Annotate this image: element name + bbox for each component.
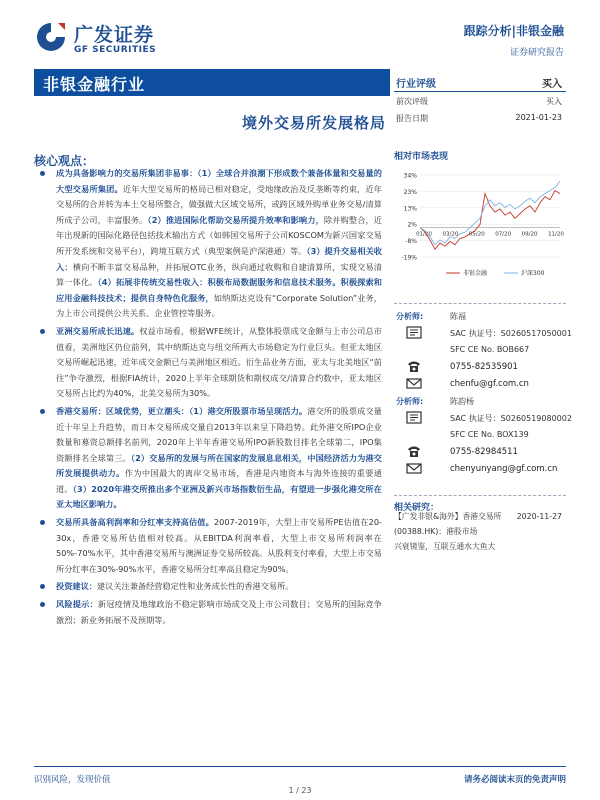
footer <box>34 766 566 785</box>
para-4-text: 2007-2019年，大型上市交易所PE估值在20-30x，香港交易所估值相对较高。从EBITDA利润率看，大型上市交易所利润率在50%-70%水平，其中香港交易所与澳洲证券交易所较高。从股利支付率看，大型上市交易所分红率在30%-90%水平，香港交易所分红率高且稳定为90%。 <box>56 517 382 574</box>
analyst-phone: 0755-82535901 <box>450 362 518 372</box>
analyst-1-phone-row <box>394 359 566 376</box>
x-tick-label: 09/20 <box>521 231 538 238</box>
chart-title: 相对市场表现 <box>394 152 449 162</box>
mail-icon <box>406 377 422 390</box>
related-item-line1: 【广发非银&海外】香港交易所 <box>394 512 502 521</box>
rating-label: 行业评级 <box>396 79 436 90</box>
para-2-text: 权益市场看，根据WFE统计，从整体股票成交金额与上市公司总市值看，美洲地区仍位前列，其中纳斯达克与纽交所两大市场稳定为行业巨头。但亚太地区交易所崛起迅速，近年成交金额已与美洲地区相近。衍生品业务方面，亚太与北美地区“前往”争夺激烈，根据FIA统计，2020上半年全球期货和期权成交/清算合约数中，亚太地区交易所占比约为40%，北美交易所为30%。 <box>56 325 382 399</box>
para-1-bold3: （3）提升交易相关收入： <box>56 245 382 272</box>
header-right <box>464 22 564 58</box>
rating-row <box>394 72 566 92</box>
report-date-row <box>394 109 566 126</box>
related-title: 相关研究： <box>394 495 566 513</box>
y-tick-label: 34% <box>403 172 417 180</box>
paragraph-1 <box>34 166 382 322</box>
logo-en-text: GF SECURITIES <box>74 45 157 55</box>
para-1-text: 近年大型交易所的格局已相对稳定，受地缘政治及反垄断等约束，近年交易所的合并转为本土交易所整合，做强做大区域交易所，或跨区域外购单业务交易/清算所成子公司，丰富服务。 <box>56 183 382 225</box>
logo-cn-text: 广发证券 <box>74 24 155 46</box>
report-title: 境外交易所发展格局 <box>241 114 386 132</box>
para-1-bold: 成为具备影响力的交易所集团非易事：（1）全球合并浪潮下形成数个兼备体量和交易量的大型交易所集团。 <box>56 168 382 194</box>
x-tick-label: 11/20 <box>548 231 564 238</box>
industry-band <box>34 69 390 96</box>
related-item-date: 2020-11-27 <box>516 512 562 521</box>
para-2-bold: 亚洲交易所成长迅速。 <box>56 325 140 336</box>
para-6-bold: 风险提示： <box>56 599 98 610</box>
industry-title: 非银金融行业 <box>43 75 146 94</box>
para-3-bold2: （2）交易所的发展与所在国家的发展息息相关，中国经济活力为港交所发展提供动力。 <box>56 452 382 479</box>
analyst-1-email-row <box>394 376 566 393</box>
analysts-panel <box>394 303 572 478</box>
prev-rating-row <box>394 92 566 109</box>
rating-value: 买入 <box>542 79 562 90</box>
x-tick-label: 07/20 <box>495 231 512 238</box>
mail-icon <box>406 462 422 475</box>
core-body <box>34 166 382 630</box>
analyst-2-sfc-row <box>394 427 566 444</box>
paragraph-6 <box>34 597 382 628</box>
report-type: 跟踪分析|非银金融 <box>463 24 564 38</box>
phone-icon <box>406 445 422 458</box>
analyst-2-sac-row <box>394 410 572 427</box>
prev-rating-label: 前次评级 <box>396 97 428 106</box>
paragraph-5 <box>34 579 382 595</box>
bullet-icon <box>40 329 45 334</box>
para-1-bold4: （4）拓展非传统交易性收入：积极布局数据服务和信息技术服务。积极探索和应用金融科技技术；提供自身特色化服务， <box>56 277 382 303</box>
analyst-phone: 0755-82984511 <box>450 447 518 457</box>
rating-panel <box>394 72 566 126</box>
para-5-bold: 投资建议： <box>56 581 97 592</box>
chart-svg <box>394 165 566 285</box>
bullet-icon <box>40 409 45 414</box>
y-tick-label: -8% <box>405 238 417 246</box>
para-1-text2: 除并购整合，近年出现新的国际化路径包括技术输出方式（如韩国交易所子公司KOSCOM为新兴国家交易所开发系统和交易平台），跨境互联方式（典型案例是沪深港通）等。 <box>56 214 382 256</box>
related-item-line2: (00388.HK)：港股市场 <box>394 527 478 536</box>
footer-slogan: 识别风险，发现价值 <box>34 775 111 785</box>
phone-icon <box>406 360 422 373</box>
para-4-bold: 交易所具备高利润率和分红率支持高估值。 <box>56 517 214 528</box>
paragraph-3 <box>34 404 382 513</box>
analyst-sfc: SFC CE No. BOX139 <box>450 430 529 439</box>
report-date-label: 报告日期 <box>396 114 428 123</box>
bullet-icon <box>40 584 45 589</box>
analyst-2-name-row <box>394 393 566 410</box>
analyst-1-sfc-row <box>394 342 566 359</box>
analyst-name: 陈福 <box>450 312 466 321</box>
y-tick-label: 23% <box>403 188 417 196</box>
para-6-text: 新冠疫情及地缘政治不稳定影响市场成交及上市公司数目；交易所的国际竞争激烈；新业务拓展不及预期等。 <box>56 599 382 625</box>
y-tick-label: -19% <box>401 254 417 262</box>
report-date-value: 2021-01-23 <box>515 113 562 122</box>
analyst-name: 陈韵杨 <box>450 397 474 406</box>
analyst-label: 分析师: <box>396 312 424 321</box>
analyst-sfc: SFC CE No. BOB667 <box>450 345 530 354</box>
id-card-icon <box>406 326 422 339</box>
related-research <box>394 509 566 554</box>
x-tick-label: 05/20 <box>468 231 485 238</box>
related-item-line3: 兴衰镜鉴，互联互通水大鱼大 <box>394 542 496 551</box>
report-category: 证券研究报告 <box>509 48 564 58</box>
prev-rating-value: 买入 <box>546 97 562 106</box>
legend-label: 沪深300 <box>521 270 545 277</box>
bullet-icon <box>40 171 45 176</box>
x-tick-label: 03/20 <box>442 231 459 238</box>
y-tick-label: 2% <box>407 221 417 229</box>
bullet-icon <box>40 520 45 525</box>
gf-logo <box>34 18 174 58</box>
related-item[interactable] <box>394 509 566 554</box>
analyst-1-name-row <box>394 308 566 325</box>
series-line-2 <box>420 181 560 244</box>
analyst-email[interactable]: chenfu@gf.com.cn <box>450 379 529 389</box>
paragraph-4 <box>34 515 382 577</box>
analyst-sac: SAC 执证号：S0260517050001 <box>450 329 572 338</box>
x-tick-label: 01/20 <box>416 231 432 238</box>
banner <box>34 69 390 149</box>
legend-label: 非银金融 <box>463 270 488 277</box>
para-3-text2: 作为中国最大的离岸交易市场，香港是内地资本与海外连接的重要通道。 <box>56 468 382 494</box>
para-3-text: 港交所的股票成交量近十年呈上升趋势，而日本交易所成交量自2013年以来呈下降趋势。此外港交所IPO企业数量和募资总额排名前列，2020年上半年香港交易所IPO新股数目排名全球第二，IPO集资额排名全球第三。 <box>56 405 382 463</box>
bullet-icon <box>40 602 45 607</box>
para-3-bold3: （3）2020年港交所推出多个亚洲及新兴市场指数衍生品，有望进一步强化港交所在亚太地区影响力。 <box>56 483 382 510</box>
para-1-text3: 横向不断丰富交易品种，并拓展OTC业务，纵向通过收购和自建清算所，实现交易清算一体化。 <box>56 261 382 288</box>
analyst-2-phone-row <box>394 444 566 461</box>
paragraph-2 <box>34 324 382 402</box>
analyst-email[interactable]: chenyunyang@gf.com.cn <box>450 464 558 474</box>
analyst-sac: SAC 执证号：S0260519080002 <box>450 414 572 423</box>
analyst-1-sac-row <box>394 325 572 342</box>
para-3-bold: 香港交易所：区域优势，更立潮头：（1）港交所股票市场呈现活力。 <box>56 405 308 416</box>
para-5-text: 建议关注兼备经营稳定性和业务成长性的香港交易所。 <box>96 581 294 592</box>
y-tick-label: 13% <box>403 205 417 213</box>
gf-logo-icon <box>34 20 68 54</box>
id-card-icon <box>406 411 422 424</box>
analyst-2-email-row <box>394 461 566 478</box>
relative-performance-chart <box>394 165 566 285</box>
para-1-bold2: （2）推进国际化帮助交易所提升效率和影响力， <box>147 214 324 225</box>
core-title: 核心观点： <box>34 154 95 168</box>
para-1-text4: 如纳斯达克设有“Corporate Solution”业务，为上市公司提供公共关系、企业管控等服务。 <box>56 292 382 319</box>
footer-disclaimer: 请务必阅读末页的免责声明 <box>463 775 566 785</box>
analyst-label: 分析师: <box>396 397 424 406</box>
page-number: 1 / 23 <box>288 786 312 795</box>
